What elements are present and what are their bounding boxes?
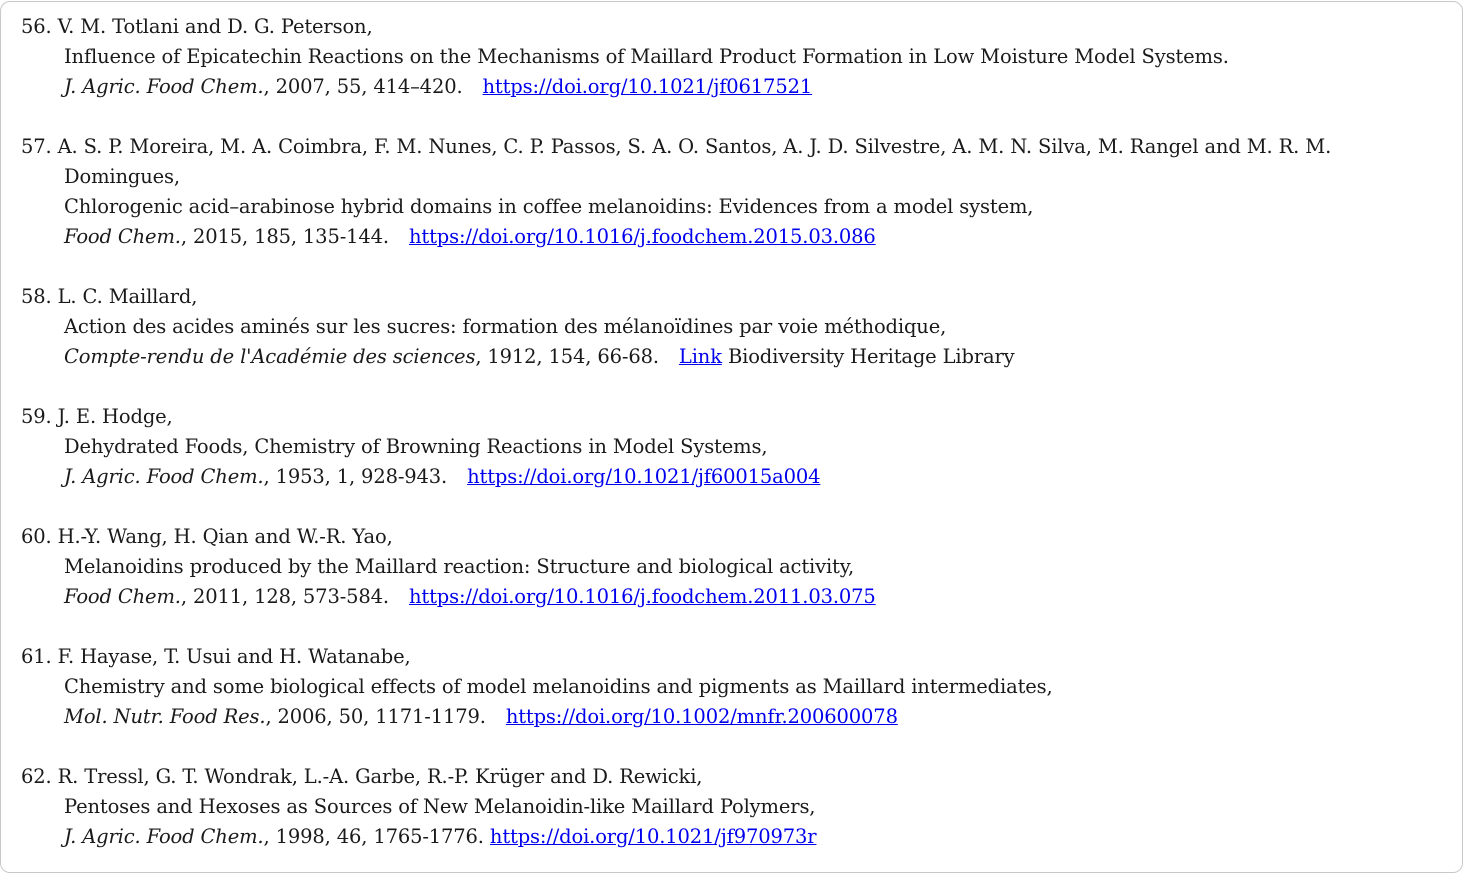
reference-number: 59.: [21, 405, 52, 428]
bhl-link[interactable]: Link: [678, 345, 722, 368]
reference-journal: Mol. Nutr. Food Res.: [64, 705, 266, 728]
reference-item-56: [21, 12, 1441, 102]
reference-authors: R. Tressl, G. T. Wondrak, L.-A. Garbe, R.-P. Krüger and D. Rewicki,: [57, 765, 703, 788]
reference-authors-continued: Domingues,: [64, 165, 180, 188]
reference-item-62: [21, 762, 1441, 852]
reference-journal: J. Agric. Food Chem.: [64, 75, 264, 98]
reference-title: Chlorogenic acid–arabinose hybrid domains in coffee melanoidins: Evidences from a model system,: [64, 195, 1034, 218]
reference-number: 61.: [21, 645, 52, 668]
reference-authors: V. M. Totlani and D. G. Peterson,: [57, 15, 373, 38]
reference-details: , 2015, 185, 135-144.: [180, 225, 389, 248]
reference-item-61: [21, 642, 1441, 732]
reference-journal: Food Chem.: [64, 225, 181, 248]
reference-details: , 2006, 50, 1171-1179.: [265, 705, 486, 728]
doi-link[interactable]: https://doi.org/10.1021/jf60015a004: [467, 465, 821, 488]
doi-link[interactable]: https://doi.org/10.1021/jf970973r: [489, 825, 817, 848]
reference-title: Melanoidins produced by the Maillard reaction: Structure and biological activity,: [64, 555, 855, 578]
reference-title: Chemistry and some biological effects of model melanoidins and pigments as Maillard intermediates,: [64, 675, 1053, 698]
link-source-label: Biodiversity Heritage Library: [721, 345, 1015, 368]
reference-details: , 1998, 46, 1765-1776.: [263, 825, 484, 848]
reference-authors: A. S. P. Moreira, M. A. Coimbra, F. M. Nunes, C. P. Passos, S. A. O. Santos, A. J. D. Silvestre, A. M. N. Silva, M. Rangel and M. R. M.: [57, 135, 1332, 158]
reference-details: , 1912, 154, 66-68.: [475, 345, 659, 368]
reference-number: 58.: [21, 285, 52, 308]
reference-journal: J. Agric. Food Chem.: [64, 465, 264, 488]
reference-item-58: [21, 282, 1441, 372]
reference-journal: Food Chem.: [64, 585, 181, 608]
reference-number: 60.: [21, 525, 52, 548]
reference-item-60: [21, 522, 1441, 612]
reference-authors: L. C. Maillard,: [57, 285, 198, 308]
doi-link[interactable]: https://doi.org/10.1021/jf0617521: [482, 75, 813, 98]
doi-link[interactable]: https://doi.org/10.1016/j.foodchem.2015.03.086: [408, 225, 876, 248]
reference-authors: H.-Y. Wang, H. Qian and W.-R. Yao,: [57, 525, 393, 548]
reference-title: Influence of Epicatechin Reactions on the Mechanisms of Maillard Product Formation in Low Moisture Model Systems.: [64, 45, 1229, 68]
reference-journal: J. Agric. Food Chem.: [64, 825, 264, 848]
reference-authors: F. Hayase, T. Usui and H. Watanabe,: [57, 645, 411, 668]
reference-authors: J. E. Hodge,: [57, 405, 173, 428]
doi-link[interactable]: https://doi.org/10.1002/mnfr.200600078: [505, 705, 898, 728]
doi-link[interactable]: https://doi.org/10.1016/j.foodchem.2011.03.075: [408, 585, 876, 608]
reference-title: Pentoses and Hexoses as Sources of New Melanoidin-like Maillard Polymers,: [64, 795, 816, 818]
reference-details: , 1953, 1, 928-943.: [263, 465, 448, 488]
reference-number: 57.: [21, 135, 52, 158]
reference-title: Dehydrated Foods, Chemistry of Browning Reactions in Model Systems,: [64, 435, 768, 458]
reference-details: , 2007, 55, 414–420.: [263, 75, 463, 98]
reference-number: 62.: [21, 765, 52, 788]
reference-number: 56.: [21, 15, 52, 38]
reference-list: [21, 12, 1441, 882]
reference-details: , 2011, 128, 573-584.: [180, 585, 389, 608]
reference-item-59: [21, 402, 1441, 492]
reference-journal: Compte-rendu de l'Académie des sciences: [64, 345, 476, 368]
reference-title: Action des acides aminés sur les sucres: formation des mélanoïdines par voie méthodique,: [64, 315, 947, 338]
reference-item-57: [21, 132, 1441, 252]
